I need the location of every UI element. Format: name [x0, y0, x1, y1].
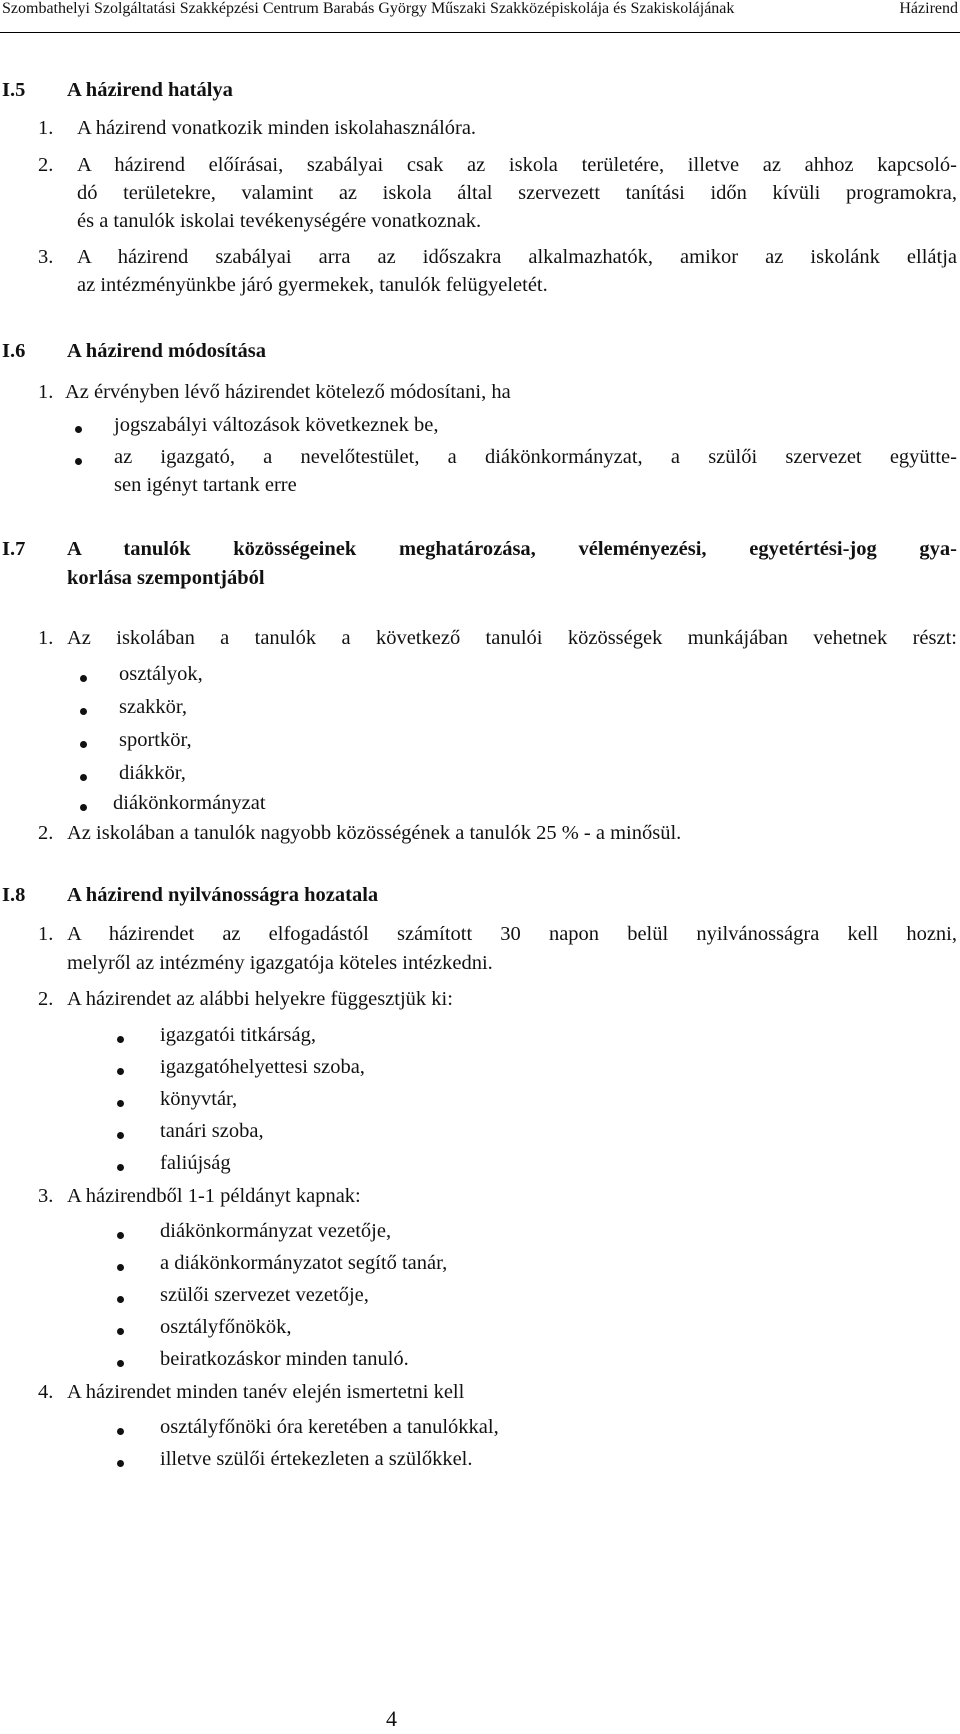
bullet-icon [117, 1068, 124, 1075]
bullet-text: a diákönkormányzatot segítő tanár, [160, 1252, 448, 1274]
bullet-text: az igazgató, a nevelőtestület, a diákönkormányzat, a szülői szervezet együtte- [114, 446, 957, 468]
list-number: 3. [38, 246, 54, 268]
list-item-text: dó területekre, valamint az iskola által szervezett tanítási időn kívüli programokra, [77, 182, 957, 204]
list-number: 1. [38, 381, 54, 403]
list-item-text: melyről az intézmény igazgatója köteles intézkedni. [67, 952, 493, 974]
bullet-text: illetve szülői értekezleten a szülőkkel. [160, 1448, 473, 1470]
section-title: A tanulók közösségeinek meghatározása, véleményezési, egyetértési-jog gya- [67, 538, 957, 560]
bullet-text: sportkör, [119, 729, 192, 751]
header-rule [0, 32, 960, 33]
section-number: I.5 [2, 79, 26, 101]
list-number: 4. [38, 1381, 54, 1403]
page-number: 4 [386, 1706, 397, 1731]
bullet-text: sen igényt tartank erre [114, 474, 297, 496]
list-item-text: Az iskolában a tanulók a következő tanulói közösségek munkájában vehetnek részt: [67, 627, 957, 649]
section-title: A házirend módosítása [67, 340, 266, 362]
bullet-text: beiratkozáskor minden tanuló. [160, 1348, 409, 1370]
bullet-icon [80, 675, 87, 682]
list-number: 1. [38, 923, 54, 945]
bullet-icon [75, 458, 82, 465]
section-title: A házirend hatálya [67, 79, 233, 101]
bullet-text: osztályfőnökök, [160, 1316, 292, 1338]
bullet-text: osztályok, [119, 663, 203, 685]
bullet-icon [117, 1328, 124, 1335]
bullet-icon [117, 1132, 124, 1139]
bullet-text: diákkör, [119, 762, 186, 784]
bullet-icon [80, 708, 87, 715]
section-number: I.7 [2, 538, 26, 560]
list-number: 1. [38, 627, 54, 649]
list-item-text: az intézményünkbe járó gyermekek, tanulók felügyeletét. [77, 274, 548, 296]
list-number: 2. [38, 988, 54, 1010]
list-item-text: A házirendet minden tanév elején ismertetni kell [67, 1381, 465, 1403]
bullet-icon [80, 804, 87, 811]
list-number: 2. [38, 154, 54, 176]
bullet-icon [117, 1164, 124, 1171]
bullet-text: könyvtár, [160, 1088, 238, 1110]
section-number: I.8 [2, 884, 26, 906]
list-number: 3. [38, 1185, 54, 1207]
bullet-text: diákönkormányzat vezetője, [160, 1220, 392, 1242]
bullet-text: szakkör, [119, 696, 188, 718]
bullet-text: jogszabályi változások következnek be, [114, 414, 439, 436]
bullet-text: tanári szoba, [160, 1120, 264, 1142]
header-document-title: Házirend [899, 0, 958, 17]
list-item-text: és a tanulók iskolai tevékenységére vonatkoznak. [77, 210, 482, 232]
list-item-text: A házirend szabályai arra az időszakra alkalmazhatók, amikor az iskolánk ellátja [77, 246, 957, 268]
bullet-text: diákönkormányzat [113, 792, 266, 814]
list-item-text: A házirend előírásai, szabályai csak az iskola területére, illetve az ahhoz kapcsoló- [77, 154, 957, 176]
list-item-text: Az iskolában a tanulók nagyobb közösségének a tanulók 25 % - a minősül. [67, 822, 682, 844]
list-item-text: A házirendet az elfogadástól számított 30 napon belül nyilvánosságra kell hozni, [67, 923, 957, 945]
bullet-text: igazgatóhelyettesi szoba, [160, 1056, 365, 1078]
bullet-text: faliújság [160, 1152, 231, 1174]
section-title: korlása szempontjából [67, 567, 265, 589]
section-title: A házirend nyilvánosságra hozatala [67, 884, 379, 906]
bullet-icon [117, 1232, 124, 1239]
bullet-icon [117, 1036, 124, 1043]
list-item-text: A házirendet az alábbi helyekre függesztjük ki: [67, 988, 453, 1010]
list-item-text: Az érvényben lévő házirendet kötelező módosítani, ha [65, 381, 511, 403]
list-number: 2. [38, 822, 54, 844]
bullet-icon [80, 741, 87, 748]
bullet-text: igazgatói titkárság, [160, 1024, 316, 1046]
bullet-icon [117, 1428, 124, 1435]
list-item-text: A házirend vonatkozik minden iskolahasználóra. [77, 117, 477, 139]
bullet-icon [117, 1100, 124, 1107]
list-number: 1. [38, 117, 54, 139]
bullet-icon [117, 1264, 124, 1271]
bullet-text: osztályfőnöki óra keretében a tanulókkal, [160, 1416, 499, 1438]
bullet-icon [117, 1296, 124, 1303]
list-item-text: A házirendből 1-1 példányt kapnak: [67, 1185, 361, 1207]
bullet-icon [117, 1460, 124, 1467]
header-school-name: Szombathelyi Szolgáltatási Szakképzési Centrum Barabás György Műszaki Szakközépiskolája és Szakiskolájának [2, 0, 735, 17]
bullet-icon [80, 774, 87, 781]
bullet-icon [117, 1360, 124, 1367]
section-number: I.6 [2, 340, 26, 362]
bullet-icon [75, 426, 82, 433]
bullet-text: szülői szervezet vezetője, [160, 1284, 369, 1306]
